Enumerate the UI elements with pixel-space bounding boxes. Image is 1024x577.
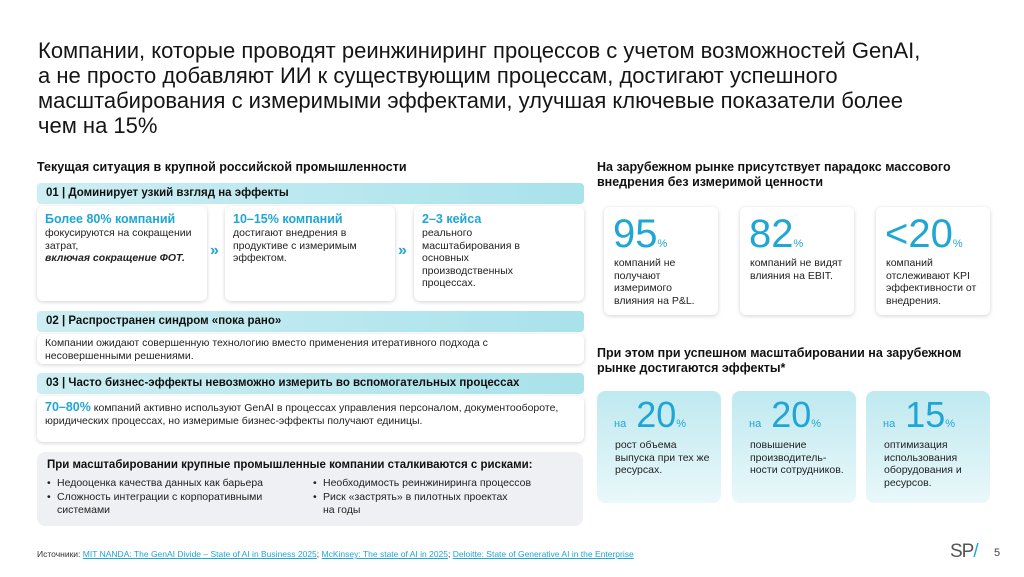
stat-card-prod <box>225 206 395 301</box>
card-text: фокусируются на сокращении затрат, <box>45 227 192 252</box>
risk-box <box>37 452 583 526</box>
right-heading-1: На зарубежном рынке присутствует парадокс массового внедрения без измеримой ценности <box>597 160 951 189</box>
stat-value: 95 <box>613 212 658 256</box>
arrow-icon: » <box>210 242 219 259</box>
effect-prefix: на <box>614 418 627 430</box>
logo-text: SP <box>950 541 974 562</box>
source-link-mckinsey[interactable]: McKinsey: The state of AI in 2025 <box>321 549 449 559</box>
card-italic: включая сокращение ФОТ. <box>45 252 185 264</box>
card-text: достигают внедрения в продуктиве с измеримым эффектом. <box>233 227 357 264</box>
effect-value: 20 <box>771 394 812 435</box>
stat-desc: компаний не получают измеримого влияния на P&L. <box>614 257 695 307</box>
effect-prefix: на <box>883 418 896 430</box>
stat-unit: % <box>952 238 963 250</box>
page-number: 5 <box>994 547 1001 559</box>
effect-desc: рост объема выпуска при тех же ресурсах. <box>615 439 710 476</box>
stat-value: 82 <box>749 212 794 256</box>
source-link-deloitte[interactable]: Deloitte: State of Generative AI in the Enterprise <box>452 549 634 559</box>
company-logo <box>950 541 978 563</box>
sources-label: Источники: <box>37 549 83 559</box>
stat-card-82 <box>740 207 854 315</box>
card-accent: 2–3 кейса <box>422 212 482 226</box>
right-heading-2: При этом при успешном масштабировании на зарубежном рынке достигаются эффекты* <box>597 346 962 375</box>
stat-desc: компаний отслеживают KPI эффективности от внедрения. <box>886 257 977 307</box>
card-accent: 10–15% компаний <box>233 212 343 226</box>
stat-unit: % <box>657 238 668 250</box>
section-03-text: компаний активно используют GenAI в процессах управления персоналом, документообороте, юридических процессах, но измеримые бизнес-эффекты получают единицы. <box>45 402 559 427</box>
risk-item: • Недооценка качества данных как барьера <box>47 477 307 490</box>
stat-card-95 <box>604 207 718 315</box>
section-03-accent: 70–80% <box>45 400 91 414</box>
slide-title: Компании, которые проводят реинжиниринг процессов с учетом возможностей GenAI, а не просто добавляют ИИ к существующим процессам, достигают успешного масштабирования с измеримыми эффектами, улучшая ключевые показатели более чем на 15% <box>38 38 921 138</box>
effect-desc: повышение производитель-ности сотрудников. <box>750 439 844 476</box>
section-02-bar: 02 | Распространен синдром «пока рано» <box>37 311 584 332</box>
left-heading: Текущая ситуация в крупной российской промышленности <box>37 160 407 174</box>
logo-slash: / <box>973 541 978 562</box>
risk-title: При масштабировании крупные промышленные компании сталкиваются с рисками: <box>47 459 533 471</box>
effect-desc: оптимизация использования оборудования и ресурсов. <box>884 439 962 489</box>
card-text: реального масштабирования в основных производственных процессах. <box>422 227 520 289</box>
card-accent: Более 80% компаний <box>45 212 176 226</box>
stat-value: <20 <box>885 212 953 256</box>
effect-unit: % <box>676 418 687 430</box>
sources-footer <box>37 549 634 559</box>
arrow-icon: » <box>398 242 407 259</box>
separator: ; <box>448 549 453 559</box>
effect-card-equipment <box>866 391 990 503</box>
source-link-mit[interactable]: MIT NANDA: The GenAI Divide – State of AI in Business 2025 <box>82 549 317 559</box>
section-03-bar: 03 | Часто бизнес-эффекты невозможно измерить во вспомогательных процессах <box>37 373 584 394</box>
stat-desc: компаний не видят влияния на EBIT. <box>750 257 843 282</box>
stat-card-cost <box>37 206 207 301</box>
stat-card-cases <box>414 206 584 301</box>
effect-unit: % <box>945 418 956 430</box>
risk-item: • Риск «застрять» в пилотных проектах на годы <box>313 491 513 516</box>
section-01-bar: 01 | Доминирует узкий взгляд на эффекты <box>37 183 584 204</box>
effect-value: 15 <box>905 394 946 435</box>
section-03-card <box>37 396 584 442</box>
effect-value: 20 <box>636 394 677 435</box>
effect-card-output <box>597 391 721 503</box>
separator: ; <box>316 549 322 559</box>
effect-prefix: на <box>749 418 762 430</box>
risk-item: • Необходимость реинжиниринга процессов <box>313 477 573 490</box>
risk-item: • Сложность интеграции с корпоративными системами <box>47 491 297 516</box>
effect-unit: % <box>811 418 822 430</box>
effect-card-productivity <box>732 391 856 503</box>
section-02-text: Компании ожидают совершенную технологию вместо применения итеративного подхода с несовершенными решениями. <box>45 337 488 362</box>
section-02-card <box>37 334 584 364</box>
stat-card-20 <box>876 207 990 315</box>
stat-unit: % <box>793 238 804 250</box>
